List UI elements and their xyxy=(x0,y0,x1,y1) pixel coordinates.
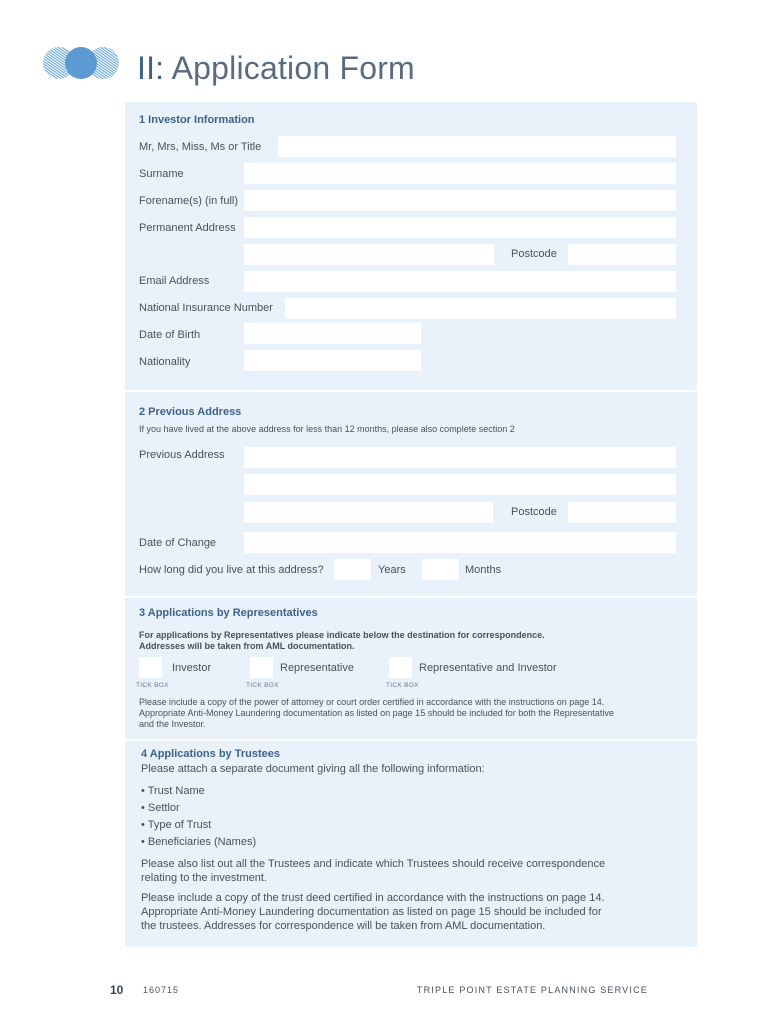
section2-note: If you have lived at the above address for less than 12 months, please also complete section 2 xyxy=(139,424,515,434)
section4-intro: Please attach a separate document giving all the following information: xyxy=(141,763,485,775)
how-long-label: How long did you live at this address? xyxy=(139,564,324,576)
previous-postcode-field[interactable] xyxy=(568,502,676,523)
page-title: II: Application Form xyxy=(137,50,415,86)
section4-para2-line2: Appropriate Anti-Money Laundering documentation as listed on page 15 should be included for xyxy=(141,906,602,918)
section4-para1-line2: relating to the investment. xyxy=(141,872,267,884)
both-tick-box[interactable] xyxy=(389,657,412,678)
section2-heading: 2 Previous Address xyxy=(139,406,242,418)
bullet-beneficiaries: • Beneficiaries (Names) xyxy=(141,836,257,848)
surname-field[interactable] xyxy=(244,163,676,184)
both-option-label: Representative and Investor xyxy=(419,662,557,674)
title-field[interactable] xyxy=(278,136,676,157)
section4-para2-line3: the trustees. Addresses for correspondence will be taken from AML documentation. xyxy=(141,920,546,932)
ni-number-label: National Insurance Number xyxy=(139,302,273,314)
previous-address-field-2[interactable] xyxy=(244,474,676,495)
section4-para2-line1: Please include a copy of the trust deed certified in accordance with the instructions on page 14. xyxy=(141,892,605,904)
investor-tick-caption: TICK BOX xyxy=(136,682,169,689)
section4-heading: 4 Applications by Trustees xyxy=(141,748,280,760)
section3-heading: 3 Applications by Representatives xyxy=(139,607,318,619)
section3-note-1: Please include a copy of the power of attorney or court order certified in accordance with the instructions on page 14. xyxy=(139,697,605,707)
representative-tick-caption: TICK BOX xyxy=(246,682,279,689)
investor-tick-box[interactable] xyxy=(139,657,162,678)
months-field[interactable] xyxy=(422,559,459,580)
previous-address-field-3[interactable] xyxy=(244,502,493,523)
years-field[interactable] xyxy=(334,559,371,580)
document-code: 160715 xyxy=(143,985,180,995)
nationality-field[interactable] xyxy=(244,350,421,371)
section3-instruction-2: Addresses will be taken from AML documentation. xyxy=(139,641,355,651)
previous-postcode-label: Postcode xyxy=(511,506,557,518)
company-logo xyxy=(42,46,120,80)
page-number: 10 xyxy=(110,983,124,997)
surname-label: Surname xyxy=(139,168,184,180)
postcode-field[interactable] xyxy=(568,244,676,265)
investor-option-label: Investor xyxy=(172,662,212,674)
section3-note-3: and the Investor. xyxy=(139,719,206,729)
nationality-label: Nationality xyxy=(139,356,191,368)
section1-heading: 1 Investor Information xyxy=(139,114,255,126)
months-label: Months xyxy=(465,564,502,576)
section3-instruction-1: For applications by Representatives please indicate below the destination for correspondence. xyxy=(139,630,545,640)
date-of-change-field[interactable] xyxy=(244,532,676,553)
email-label: Email Address xyxy=(139,275,210,287)
previous-address-label: Previous Address xyxy=(139,449,225,461)
dob-label: Date of Birth xyxy=(139,329,201,341)
bullet-settlor: • Settlor xyxy=(141,802,180,814)
section4-para1-line1: Please also list out all the Trustees and indicate which Trustees should receive correspondence xyxy=(141,858,606,870)
permanent-address-label: Permanent Address xyxy=(139,222,236,234)
permanent-address-field-2[interactable] xyxy=(244,244,494,265)
forenames-field[interactable] xyxy=(244,190,676,211)
ni-number-field[interactable] xyxy=(285,298,676,319)
title-label: Mr, Mrs, Miss, Ms or Title xyxy=(139,141,262,153)
email-field[interactable] xyxy=(244,271,676,292)
service-name: TRIPLE POINT ESTATE PLANNING SERVICE xyxy=(416,985,648,995)
years-label: Years xyxy=(378,564,406,576)
previous-address-field-1[interactable] xyxy=(244,447,676,468)
bullet-trust-name: • Trust Name xyxy=(141,785,205,797)
section3-note-2: Appropriate Anti-Money Laundering documentation as listed on page 15 should be included for both the Representative xyxy=(139,708,614,718)
dob-field[interactable] xyxy=(244,323,421,344)
bullet-type-of-trust: • Type of Trust xyxy=(141,819,212,831)
both-tick-caption: TICK BOX xyxy=(386,682,419,689)
forenames-label: Forename(s) (in full) xyxy=(139,195,239,207)
representative-option-label: Representative xyxy=(280,662,354,674)
postcode-label: Postcode xyxy=(511,248,557,260)
representative-tick-box[interactable] xyxy=(250,657,273,678)
permanent-address-field-1[interactable] xyxy=(244,217,676,238)
date-of-change-label: Date of Change xyxy=(139,537,217,549)
